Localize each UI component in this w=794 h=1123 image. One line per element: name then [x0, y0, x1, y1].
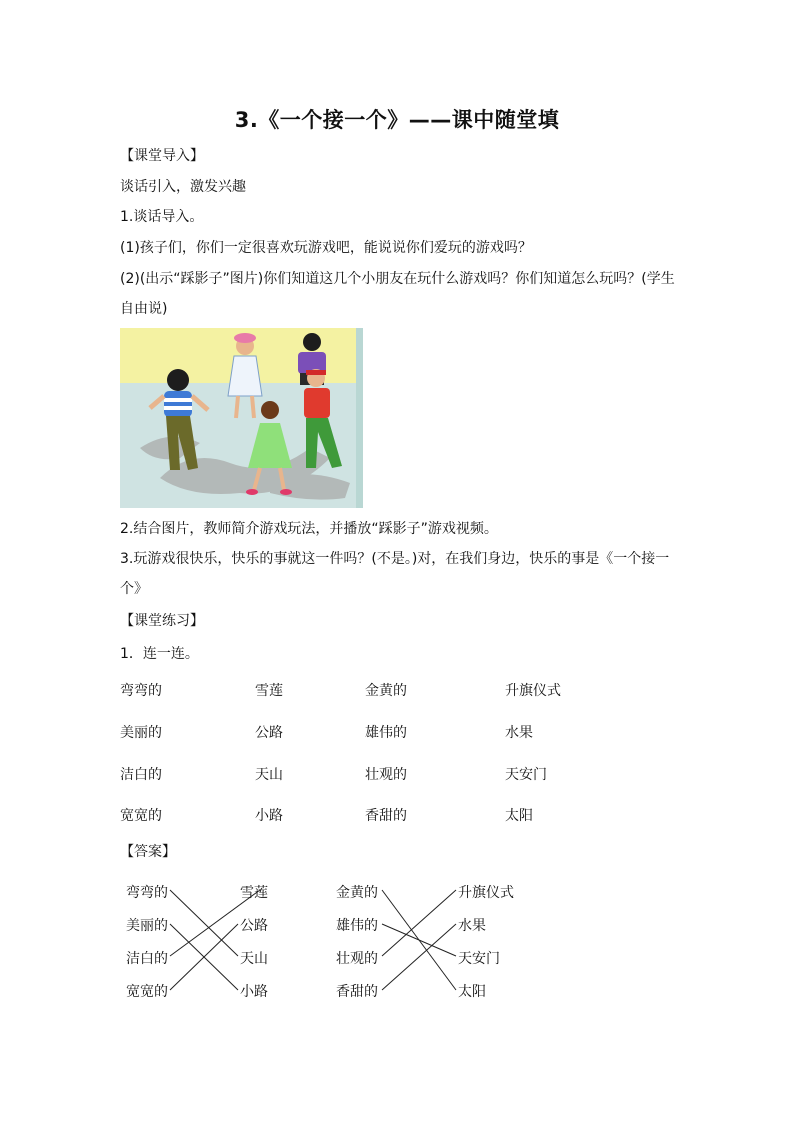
answer-right-noun: 太阳 — [458, 984, 486, 1000]
match-cell: 美丽的 — [120, 725, 162, 741]
answer-left-noun: 天山 — [240, 951, 268, 967]
answer-right-noun: 升旗仪式 — [458, 885, 514, 901]
match-cell: 洁白的 — [120, 767, 162, 783]
match-row — [120, 680, 680, 700]
question-2-line2: 自由说) — [120, 301, 168, 317]
step-3-line1: 3.玩游戏很快乐，快乐的事就这一件吗？(不是。)对，在我们身边，快乐的事是《一个接一 — [120, 551, 670, 567]
match-cell: 水果 — [505, 725, 533, 741]
match-cell: 天安门 — [505, 767, 547, 783]
match-cell: 太阳 — [505, 808, 533, 824]
match-cell: 小路 — [255, 808, 283, 824]
section-heading-practice: 【课堂练习】 — [120, 613, 204, 629]
answer-left-adj: 宽宽的 — [126, 984, 168, 1000]
answer-left-noun: 小路 — [240, 984, 268, 1000]
match-cell: 壮观的 — [365, 767, 407, 783]
step-1: 1.谈话导入。 — [120, 209, 204, 225]
page-title: 3.《一个接一个》——课中随堂填 — [234, 108, 560, 132]
answer-right-adj: 香甜的 — [336, 984, 378, 1000]
step-3-line2: 个》 — [120, 581, 148, 597]
question-1: (1)孩子们，你们一定很喜欢玩游戏吧，能说说你们爱玩的游戏吗？ — [120, 240, 532, 256]
match-cell: 香甜的 — [365, 808, 407, 824]
answer-left-adj: 洁白的 — [126, 951, 168, 967]
step-2: 2.结合图片，教师简介游戏玩法，并播放“踩影子”游戏视频。 — [120, 521, 498, 537]
match-row — [120, 805, 680, 825]
answer-left-adj: 美丽的 — [126, 918, 168, 934]
answer-right-adj: 壮观的 — [336, 951, 378, 967]
intro-text: 谈话引入，激发兴趣 — [120, 179, 246, 195]
section-heading-answer: 【答案】 — [120, 844, 176, 860]
answer-line — [382, 924, 456, 956]
answer-left-noun: 雪莲 — [240, 885, 268, 901]
answer-line — [382, 890, 456, 956]
answer-left-adj: 弯弯的 — [126, 885, 168, 901]
match-row — [120, 764, 680, 784]
match-cell: 弯弯的 — [120, 683, 162, 699]
match-cell: 雪莲 — [255, 683, 283, 699]
answer-line — [170, 890, 238, 956]
answer-right-adj: 金黄的 — [336, 885, 378, 901]
match-row — [120, 722, 680, 742]
match-cell: 天山 — [255, 767, 283, 783]
question-2-line1: (2)(出示“踩影子”图片)你们知道这几个小朋友在玩什么游戏吗？你们知道怎么玩吗？(学生 — [120, 271, 675, 287]
match-cell: 金黄的 — [365, 683, 407, 699]
match-cell: 公路 — [255, 725, 283, 741]
answer-line — [382, 924, 456, 990]
match-cell: 雄伟的 — [365, 725, 407, 741]
match-cell: 升旗仪式 — [505, 683, 561, 699]
answer-right-noun: 天安门 — [458, 951, 500, 967]
exercise-1: 1．连一连。 — [120, 646, 199, 662]
match-cell: 宽宽的 — [120, 808, 162, 824]
answer-left-noun: 公路 — [240, 918, 268, 934]
shadow-stepping-illustration — [120, 328, 363, 508]
answer-right-noun: 水果 — [458, 918, 486, 934]
section-heading-intro: 【课堂导入】 — [120, 148, 204, 164]
answer-right-adj: 雄伟的 — [336, 918, 378, 934]
answer-diagram — [110, 874, 570, 1004]
